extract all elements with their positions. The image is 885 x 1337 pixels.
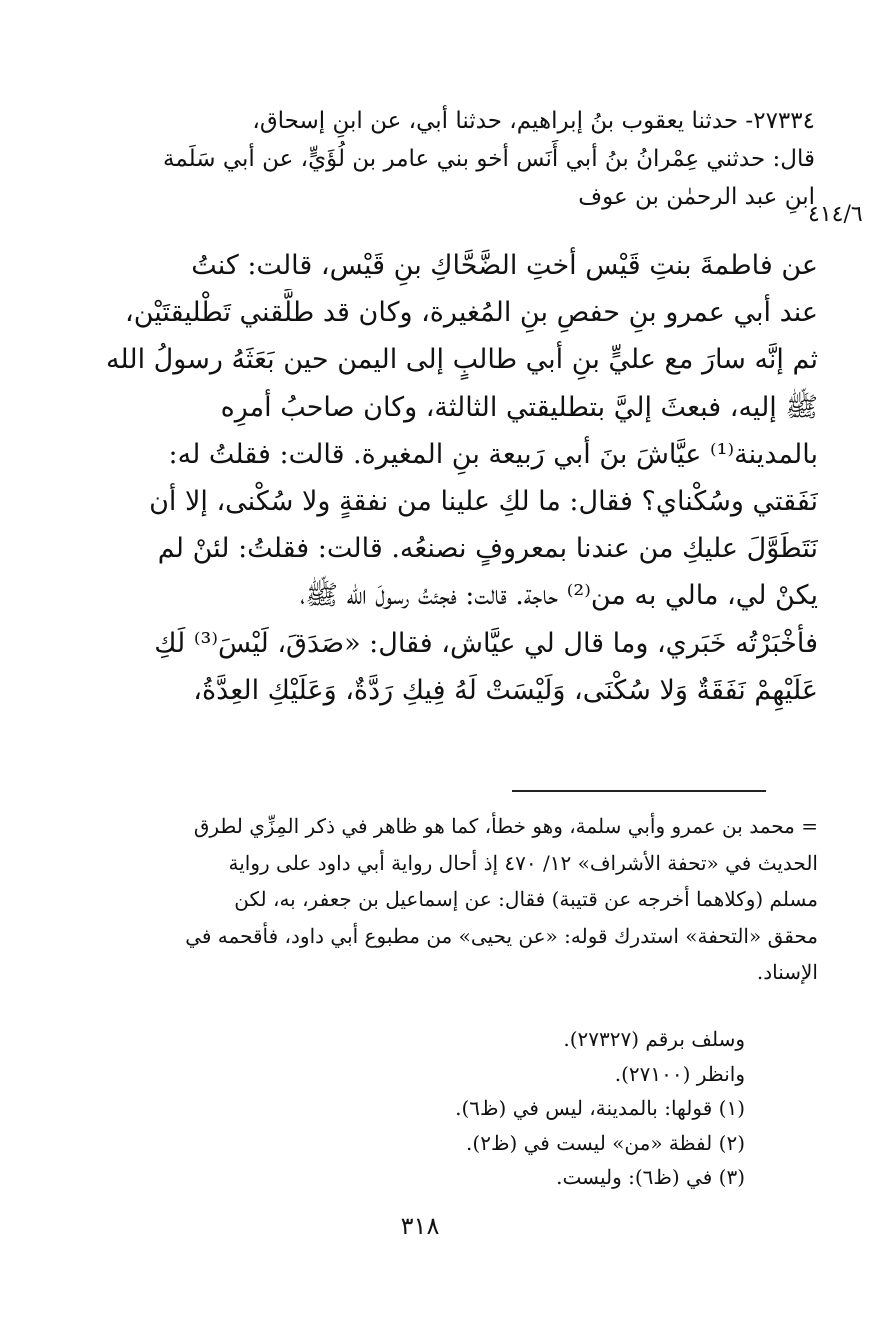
footnote-item: وسلف برقم (٢٧٣٢٧). — [563, 1027, 745, 1051]
continued-footnote — [70, 808, 818, 991]
note-line: الحديث في «تحفة الأشراف» ١٢/ ٤٧٠ إذ أحال رواية أبي داود على رواية — [228, 850, 818, 875]
matn-line: ﷺ إليه، فبعثَ إليَّ بتطليقتي الثالثة، وكان صاحبُ أمرِه — [220, 391, 818, 423]
page-number: ٣١٨ — [400, 1212, 440, 1240]
footnote-divider — [512, 790, 766, 792]
hadith-matn — [66, 242, 818, 714]
matn-line: ثم إنَّه سارَ مع عليٍّ بنِ أبي طالبٍ إلى اليمن حين بَعَثَهُ رسولُ الله — [105, 344, 818, 376]
matn-line: فأخْبَرْتُه خَبَري، وما قال لي عيَّاش، فقال: «صَدَقَ، لَيْسَ⁽³⁾ لَكِ — [154, 627, 818, 659]
matn-line: نَفَقتي وسُكْناي؟ فقال: ما لكِ علينا من نفقةٍ ولا سُكْنى، إلا أن — [149, 486, 818, 518]
isnad-line: ابنِ عبد الرحمٰن بن عوف — [578, 184, 815, 210]
note-line: مسلم (وكلاهما أخرجه عن قتيبة) فقال: عن إسماعيل بن جعفر، به، لكن — [234, 887, 818, 911]
note-line: = محمد بن عمرو وأبي سلمة، وهو خطأ، كما هو ظاهر في ذكر المِزِّي لطرق — [193, 814, 818, 838]
footnote-item: (١) قولها: بالمدينة، ليس في (ظ٦). — [455, 1096, 745, 1120]
footnotes — [200, 1022, 745, 1195]
matn-line: عن فاطمةَ بنتِ قَيْس أختِ الضَّحَّاكِ بنِ قَيْس، قالت: كنتُ — [191, 250, 818, 281]
note-line: محقق «التحفة» استدرك قوله: «عن يحيى» من مطبوع أبي داود، فأقحمه في — [185, 923, 818, 948]
matn-line: عَلَيْهِمْ نَفَقَةٌ وَلا سُكْنَى، وَلَيْسَتْ لَهُ فِيكِ رَدَّةٌ، وَعَلَيْكِ العِدَّةُ، — [193, 674, 818, 706]
footnote-item: (٢) لفظة «من» ليست في (ظ٢). — [466, 1130, 745, 1155]
matn-line: نَتَطَوَّلَ عليكِ من عندنا بمعروفٍ نصنعُه. قالت: فقلتُ: لئنْ لم — [157, 533, 818, 565]
matn-line: يكنْ لي، مالي به من⁽²⁾ حاجة. قالت: فجئتُ رسولَ الله ﷺ، — [300, 580, 818, 612]
isnad-line: قال: حدثني عِمْرانُ بنُ أبي أَنَس أخو بني عامر بن لُؤَيٍّ، عن أبي سَلَمة — [163, 146, 815, 172]
isnad-line: ٢٧٣٣٤- حدثنا يعقوب بنُ إبراهيم، حدثنا أبي، عن ابنِ إسحاق، — [252, 108, 815, 134]
note-line: الإسناد. — [756, 960, 818, 984]
hadith-isnad — [70, 102, 815, 216]
footnote-item: (٣) في (ظ٦): وليست. — [556, 1165, 745, 1189]
matn-line: عند أبي عمرو بنِ حفصِ بنِ المُغيرة، وكان قد طلَّقني تَطْليقتَيْن، — [125, 297, 818, 329]
footnote-item: وانظر (٢٧١٠٠). — [614, 1061, 745, 1086]
margin-volume-page-reference: ٤١٤/٦ — [808, 202, 863, 227]
matn-line: بالمدينة⁽¹⁾ عيَّاشَ بنَ أبي رَبيعة بنِ المغيرة. قالت: فقلتُ له: — [168, 438, 818, 470]
